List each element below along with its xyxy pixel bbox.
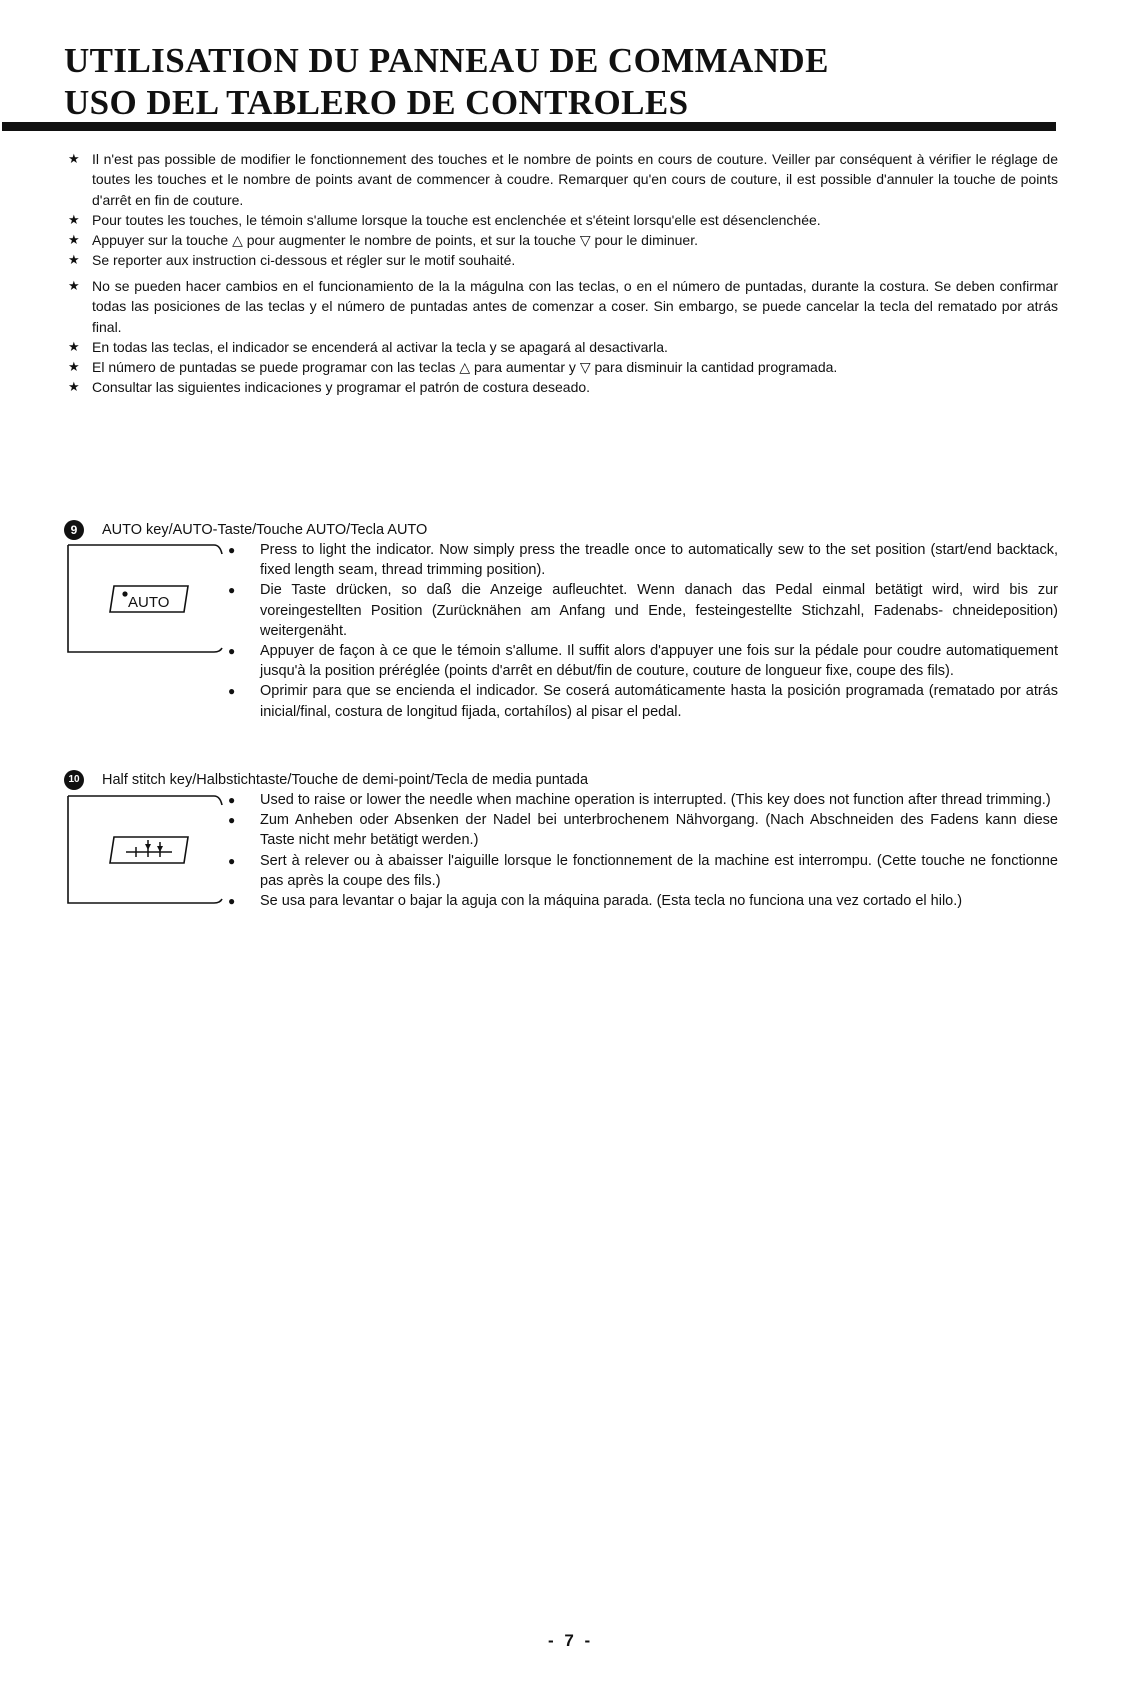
auto-key-heading-text: AUTO key/AUTO-Taste/Touche AUTO/Tecla AUTO	[102, 522, 428, 538]
section-number-badge: 9	[64, 520, 84, 540]
bullet-text: Die Taste drücken, so daß die Anzeige aufleuchtet. Wenn danach das Pedal einmal betätigt wird, wird bis zur voreingestellten Position (Zurücknähen am Anfang und Ende, festeingestellte Stichzahl, Fadenabs- chneideposition) weitergenäht.	[260, 582, 1058, 639]
bullet-text: Used to raise or lower the needle when machine operation is interrupted. (This key does not function after thread trimming.)	[260, 792, 1051, 808]
bullet-text: Oprimir para que se encienda el indicador. Se coserá automáticamente hasta la posición programada (rematado por atrás inicial/final, costura de longitud fijada, cortahílos) al pisar el pedal.	[260, 683, 1058, 720]
star-icon: ★	[68, 211, 80, 227]
star-icon: ★	[68, 359, 80, 375]
list-item	[226, 681, 1058, 721]
bullet-text: Appuyer de façon à ce que le témoin s'allume. Il suffit alors d'appuyer une fois sur la pédale pour coudre automatiquement jusqu'à la position préréglée (points d'arrêt en début/fin de couture, couture de longueur fixe, coupe des fils).	[260, 643, 1058, 680]
note-item	[68, 210, 1058, 230]
bullet-icon: ●	[228, 813, 236, 828]
list-item	[226, 641, 1058, 681]
bullet-icon: ●	[228, 684, 236, 699]
title-divider	[2, 122, 1056, 131]
page-title-french: UTILISATION DU PANNEAU DE COMMANDE	[64, 41, 829, 80]
star-icon: ★	[68, 338, 80, 354]
note-item	[68, 377, 1058, 397]
list-item	[226, 790, 1058, 810]
list-item	[226, 810, 1058, 850]
note-item	[68, 337, 1058, 357]
half-stitch-bullets	[226, 790, 1058, 911]
bullet-text: Press to light the indicator. Now simply press the treadle once to automatically sew to the set position (start/end backtack, fixed length seam, thread trimming position).	[260, 542, 1058, 579]
note-item	[68, 357, 1058, 377]
bullet-icon: ●	[228, 583, 236, 598]
note-text: Pour toutes les touches, le témoin s'allume lorsque la touche est enclenchée et s'éteint lorsqu'elle est désenclenchée.	[92, 211, 821, 228]
bullet-text: Sert à relever ou à abaisser l'aiguille lorsque le fonctionnement de la machine est interrompu. (Cette touche ne fonctionne pas après la coupe des fils.)	[260, 852, 1058, 889]
auto-key-panel-icon	[64, 544, 232, 654]
star-icon: ★	[68, 151, 80, 166]
section-number-badge: 10	[64, 770, 84, 790]
auto-key-heading	[64, 520, 427, 540]
half-stitch-key-heading	[64, 770, 588, 790]
note-item	[68, 230, 1058, 250]
star-icon: ★	[68, 278, 80, 293]
note-item	[68, 250, 1058, 270]
half-stitch-panel-icon	[64, 795, 232, 905]
note-text: Il n'est pas possible de modifier le fonctionnement des touches et le nombre de points en cours de couture. Veiller par conséquent à vérifier le réglage de toutes les touches et le nombre de points avant de commencer à coudre. Remarquer qu'en cours de couture, il est possible d'annuler la touche de points d'arrêt en fin de couture.	[92, 151, 1058, 208]
star-icon: ★	[68, 379, 80, 395]
bullet-icon: ●	[228, 793, 236, 807]
note-text: Appuyer sur la touche △ pour augmenter le nombre de points, et sur la touche ▽ pour le diminuer.	[92, 232, 698, 249]
half-stitch-icon	[126, 840, 172, 857]
bullet-text: Se usa para levantar o bajar la aguja con la máquina parada. (Esta tecla no funciona una vez cortado el hilo.)	[260, 893, 963, 910]
page-title-spanish: USO DEL TABLERO DE CONTROLES	[64, 83, 689, 122]
indicator-dot-icon	[122, 591, 127, 596]
note-text: Se reporter aux instruction ci-dessous et régler sur le motif souhaité.	[92, 252, 516, 269]
list-item	[226, 580, 1058, 641]
half-stitch-heading-text: Half stitch key/Halbstichtaste/Touche de demi-point/Tecla de media puntada	[102, 772, 589, 788]
title-block	[64, 40, 829, 124]
bullet-icon: ●	[228, 543, 236, 557]
bullet-icon: ●	[228, 644, 236, 659]
list-item	[226, 851, 1058, 891]
auto-key-illustration	[64, 544, 232, 654]
note-text: Consultar las siguientes indicaciones y programar el patrón de costura deseado.	[92, 379, 591, 396]
page-number: - 7 -	[548, 1631, 594, 1650]
note-text: No se pueden hacer cambios en el funcionamiento de la la mágulna con las teclas, o en el número de puntadas, durante la costura. Se deben confirmar todas las posiciones de las teclas y el número de puntadas antes de comenzar a coser. Sin embargo, se puede cancelar la tecla del rematado por atrás final.	[92, 278, 1058, 335]
auto-key-label: AUTO	[128, 594, 170, 611]
notes-spanish	[68, 276, 1058, 398]
star-icon: ★	[68, 252, 80, 268]
notes-french	[68, 149, 1058, 271]
bullet-text: Zum Anheben oder Absenken der Nadel bei unterbrochenem Nähvorgang. (Nach Abschneiden des Fadens kann diese Taste nicht mehr betätigt werden.)	[260, 812, 1058, 849]
bullet-icon: ●	[228, 894, 236, 909]
half-stitch-key-illustration	[64, 795, 232, 905]
star-icon: ★	[68, 232, 80, 248]
bullet-icon: ●	[228, 853, 236, 868]
note-item	[68, 276, 1058, 337]
note-item	[68, 149, 1058, 210]
list-item	[226, 540, 1058, 580]
note-text: El número de puntadas se puede programar con las teclas △ para aumentar y ▽ para disminuir la cantidad programada.	[92, 359, 838, 376]
auto-key-bullets	[226, 540, 1058, 722]
note-text: En todas las teclas, el indicador se encenderá al activar la tecla y se apagará al desactivarla.	[92, 338, 668, 355]
list-item	[226, 891, 1058, 911]
